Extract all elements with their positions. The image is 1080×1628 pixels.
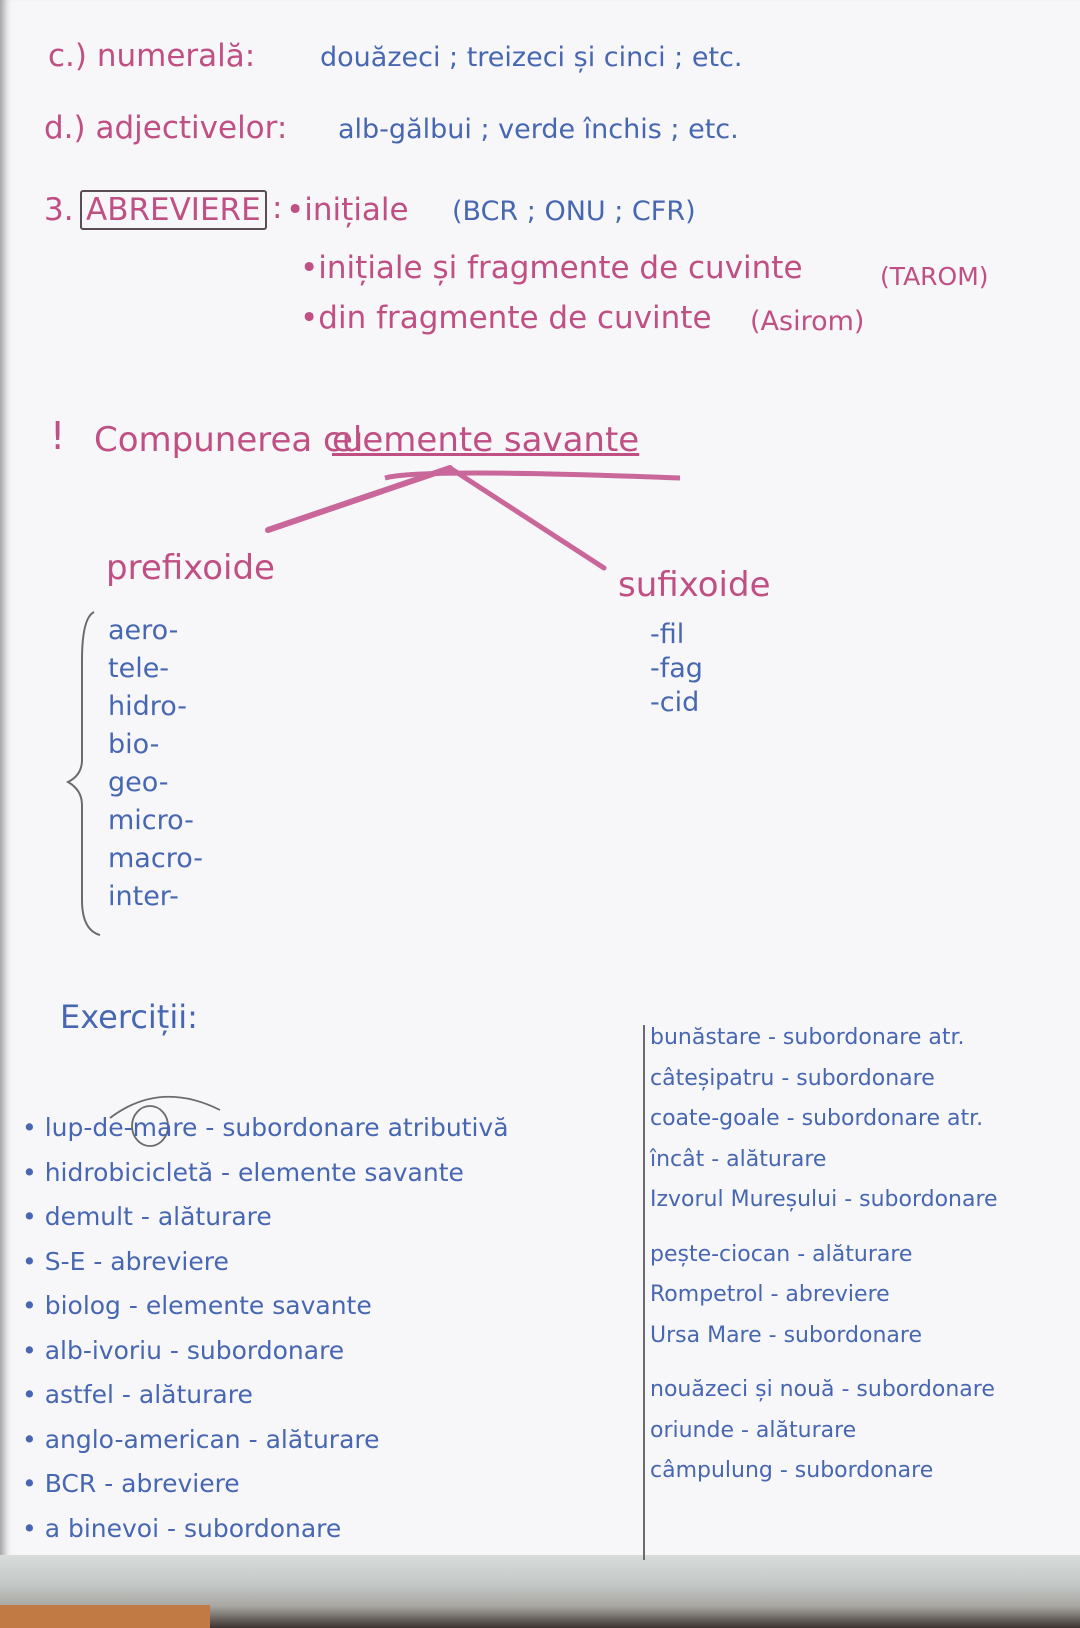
exercise-item: • anglo-american - alăturare <box>22 1424 380 1454</box>
exercise-item: • hidrobicicletă - elemente savante <box>22 1157 464 1187</box>
sufixoid-item: -fil <box>650 619 685 650</box>
section-c-label: c.) numerală: <box>48 38 256 74</box>
warning-mark: ! <box>50 414 66 458</box>
exercise-item: • BCR - abreviere <box>22 1469 240 1498</box>
prefixoid-item: bio- <box>108 729 160 760</box>
prefixoid-item: hidro- <box>108 691 188 722</box>
exercise-item: • astfel - alăturare <box>22 1380 253 1409</box>
exercise-item: câteșipatru - subordonare <box>650 1065 935 1091</box>
exercise-item: Rompetrol - abreviere <box>650 1282 890 1307</box>
exercise-item: • alb-ivoriu - subordonare <box>22 1335 345 1365</box>
sufixoide-heading: sufixoide <box>618 565 771 605</box>
exercitii-left-column <box>22 1106 509 1551</box>
exercise-item: încât - alăturare <box>650 1146 827 1172</box>
exercise-item: bunăstare - subordonare atr. <box>650 1025 965 1050</box>
abreviere-item-text: •din fragmente de cuvinte <box>300 300 712 336</box>
exercise-item: • lup-de-mare - subordonare atributivă <box>22 1113 509 1142</box>
prefixoide-heading: prefixoide <box>106 548 275 588</box>
exercise-item: • S-E - abreviere <box>22 1246 229 1276</box>
prefixoid-item: aero- <box>108 615 179 646</box>
sufixoid-item: -fag <box>650 653 703 684</box>
compunere-title-emphasis: elemente savante <box>332 420 640 460</box>
exercise-item: oriunde - alăturare <box>650 1417 857 1443</box>
prefixoid-item: micro- <box>108 805 194 836</box>
abreviere-item-text: •inițiale <box>286 192 409 228</box>
sufixoide-list <box>650 618 703 720</box>
exercise-item: • a binevoi - subordonare <box>22 1513 342 1543</box>
exercise-item: • demult - alăturare <box>22 1202 272 1231</box>
spacer <box>650 1356 998 1370</box>
exercise-item: • biolog - elemente savante <box>22 1291 372 1320</box>
exercise-item: pește-ciocan - alăturare <box>650 1241 913 1267</box>
prefixoid-item: geo- <box>108 767 169 798</box>
section-d-examples: alb-gălbui ; verde închis ; etc. <box>338 114 739 145</box>
exercise-item: câmpulung - subordonare <box>650 1458 934 1483</box>
abreviere-item-example: (TAROM) <box>880 262 989 291</box>
exercise-item: coate-goale - subordonare atr. <box>650 1106 984 1131</box>
exercise-item: nouăzeci și nouă - subordonare <box>650 1377 995 1402</box>
abreviere-title: ABREVIERE <box>80 190 267 230</box>
prefixoid-item: inter- <box>108 881 179 912</box>
abreviere-item-text: •inițiale și fragmente de cuvinte <box>300 250 803 286</box>
abreviere-number: 3. <box>44 192 74 228</box>
exercitii-heading: Exerciții: <box>60 998 198 1036</box>
abreviere-item-example: (BCR ; ONU ; CFR) <box>452 196 696 227</box>
compunere-title-prefix: Compunerea cu <box>94 420 364 460</box>
section-d-label: d.) adjectivelor: <box>44 110 288 146</box>
prefixoid-item: tele- <box>108 653 170 684</box>
prefixoide-list <box>108 612 203 916</box>
exercise-item: Izvorul Mureșului - subordonare <box>650 1187 998 1212</box>
prefixoid-item: macro- <box>108 843 203 874</box>
exercitii-right-column <box>650 1018 998 1492</box>
abreviere-item-example: (Asirom) <box>750 306 865 337</box>
sufixoid-item: -cid <box>650 687 700 718</box>
section-c-examples: douăzeci ; treizeci și cinci ; etc. <box>320 42 743 73</box>
spacer <box>650 1221 998 1235</box>
exercise-item: Ursa Mare - subordonare <box>650 1322 923 1348</box>
abreviere-separator: : <box>272 190 283 226</box>
